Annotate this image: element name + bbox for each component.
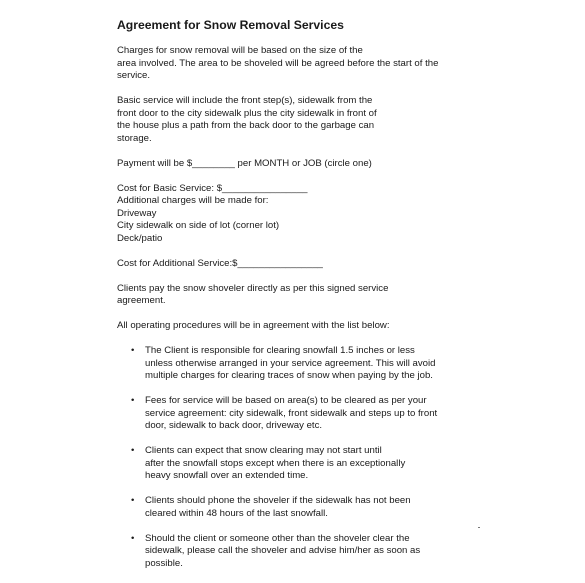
basic-cost-line: Cost for Basic Service: $________________ [117, 182, 308, 194]
procedures-list [117, 345, 482, 570]
text-line: heavy snowfall over an extended time. [145, 470, 309, 481]
paragraph-payment [117, 158, 482, 171]
paragraph-procedures [117, 320, 482, 333]
additional-cost-line: Cost for Additional Service:$________________ [117, 257, 323, 269]
text-line: Basic service will include the front step(s), sidewalk from the [117, 95, 373, 106]
document-title: Agreement for Snow Removal Services [117, 18, 344, 32]
text-line: Fees for service will be based on area(s) to be cleared as per your [145, 395, 427, 406]
text-line: Driveway [117, 207, 157, 219]
bullet-icon: • [131, 532, 135, 544]
text-line: Clients should phone the shoveler if the sidewalk has not been [145, 495, 411, 506]
text-line: cleared within 48 hours of the last snowfall. [145, 507, 328, 519]
bullet-icon: • [131, 345, 135, 356]
list-item [117, 533, 482, 571]
text-line: Deck/patio [117, 232, 163, 244]
text-line: storage. [117, 132, 152, 144]
document-body [117, 18, 482, 583]
text-line: the house plus a path from the back door to the garbage can [117, 120, 375, 131]
paragraph-charges [117, 45, 482, 83]
text-line: Should the client or someone other than the shoveler clear the [145, 532, 410, 544]
bullet-icon: • [131, 395, 135, 406]
text-line: All operating procedures will be in agreement with the list below: [117, 320, 390, 331]
text-line: possible. [145, 557, 183, 569]
text-line: area involved. The area to be shoveled will be agreed before the start of the [117, 57, 439, 69]
text-line: Clients can expect that snow clearing may not start until [145, 445, 382, 456]
paragraph-additional-cost [117, 258, 482, 271]
text-line: unless otherwise arranged in your service agreement. This will avoid [145, 357, 436, 369]
paragraph-clients-pay [117, 283, 482, 308]
text-line: service. [117, 70, 151, 81]
text-line: The Client is responsible for clearing snowfall 1.5 inches or less [145, 345, 415, 356]
paragraph-costs [117, 183, 482, 246]
list-item [117, 445, 482, 483]
text-line: multiple charges for clearing traces of snow when paying by the job. [145, 370, 433, 381]
text-line: Clients pay the snow shoveler directly as per this signed service [117, 282, 389, 294]
text-line: Charges for snow removal will be based on the size of the [117, 45, 363, 56]
text-line: sidewalk, please call the shoveler and advise him/her as soon as [145, 545, 421, 556]
text-line: Additional charges will be made for: [117, 195, 269, 206]
text-line: agreement. [117, 295, 166, 306]
text-line: front door to the city sidewalk plus the city sidewalk in front of [117, 107, 377, 119]
paragraph-basic-service [117, 95, 482, 145]
list-item [117, 495, 482, 520]
list-item [117, 345, 482, 383]
text-line: service agreement: city sidewalk, front sidewalk and steps up to front [145, 407, 438, 419]
bullet-icon: • [131, 495, 135, 506]
page-mark [478, 527, 480, 528]
list-item [117, 395, 482, 433]
bullet-icon: • [131, 445, 135, 456]
text-line: City sidewalk on side of lot (corner lot) [117, 220, 280, 231]
payment-line: Payment will be $________ per MONTH or JOB (circle one) [117, 157, 372, 169]
text-line: door, sidewalk to back door, driveway etc. [145, 420, 323, 431]
text-line: after the snowfall stops except when there is an exceptionally [145, 457, 406, 469]
